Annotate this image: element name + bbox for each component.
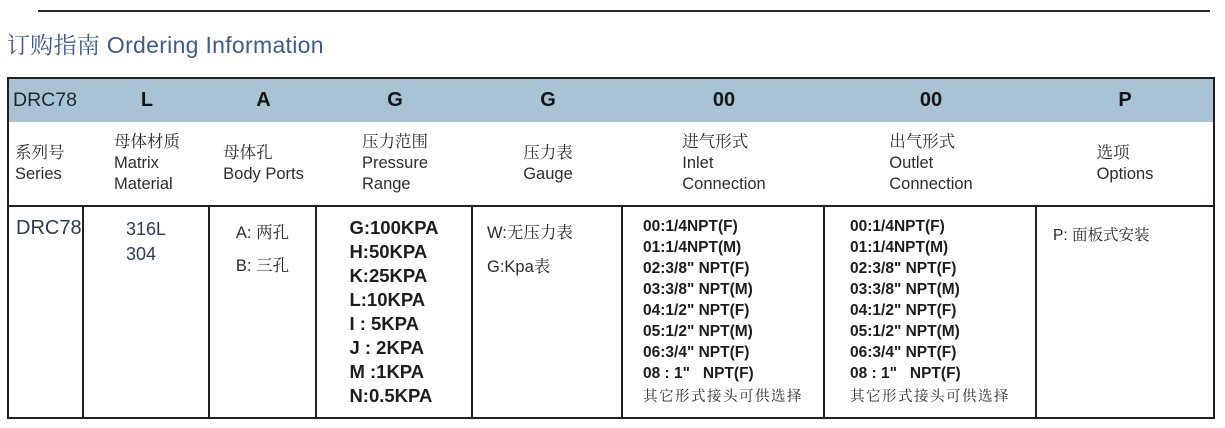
header-line: Outlet xyxy=(889,154,934,172)
value-cell-series xyxy=(9,207,84,417)
pressure-option: L:10KPA xyxy=(349,289,426,310)
header-line: 出气形式 xyxy=(889,133,956,151)
outlet-option: 04:1/2" NPT(F) xyxy=(850,302,957,319)
value-cell-options xyxy=(1037,207,1213,417)
code-cell-series: DRC78 xyxy=(13,89,77,111)
code-cell-pressure-range: G xyxy=(387,89,403,111)
inlet-option: 02:3/8" NPT(F) xyxy=(643,260,750,277)
code-cell-body-ports: A xyxy=(256,89,271,111)
value-cell-matrix xyxy=(84,207,210,417)
outlet-option: 08 : 1" NPT(F) xyxy=(850,365,961,382)
body-ports-option: B: 三孔 xyxy=(235,257,290,275)
header-line: Body Ports xyxy=(223,164,304,183)
header-line: Matrix xyxy=(114,154,159,172)
outlet-note: 其它形式接头可供选择 xyxy=(850,389,1010,405)
inlet-option: 01:1/4NPT(M) xyxy=(643,239,742,256)
code-cell-gauge: G xyxy=(540,89,556,111)
pressure-option: N:0.5KPA xyxy=(349,385,433,406)
header-cell-pressure-range xyxy=(317,122,473,205)
inlet-option: 04:1/2" NPT(F) xyxy=(643,302,750,319)
matrix-option: 316L xyxy=(125,219,167,239)
header-line: Options xyxy=(1096,164,1154,183)
inlet-option: 08 : 1" NPT(F) xyxy=(643,365,754,382)
header-line: Range xyxy=(361,175,411,193)
code-cell-options: P xyxy=(1118,89,1132,111)
inlet-note: 其它形式接头可供选择 xyxy=(643,389,803,405)
header-row xyxy=(9,122,1213,207)
header-line: Gauge xyxy=(523,164,573,183)
code-cell-outlet: 00 xyxy=(919,89,943,111)
header-cell-gauge xyxy=(473,122,623,205)
page-title: 订购指南 Ordering Information xyxy=(7,32,324,58)
header-line: 进气形式 xyxy=(682,133,749,151)
inlet-option: 05:1/2" NPT(M) xyxy=(643,323,753,340)
header-line: Series xyxy=(15,164,62,183)
header-line: Material xyxy=(114,175,173,193)
outlet-option: 06:3/4" NPT(F) xyxy=(850,344,957,361)
pressure-option: G:100KPA xyxy=(349,217,439,238)
header-cell-outlet xyxy=(825,122,1037,205)
header-line: 选项 xyxy=(1096,143,1130,162)
outlet-option: 00:1/4NPT(F) xyxy=(850,218,945,235)
pressure-option: H:50KPA xyxy=(349,241,428,262)
code-cell-inlet: 00 xyxy=(712,89,736,111)
page-top-rule xyxy=(38,10,1210,12)
value-cell-pressure-range xyxy=(317,207,473,417)
pressure-option: I : 5KPA xyxy=(349,313,419,334)
outlet-option: 05:1/2" NPT(M) xyxy=(850,323,960,340)
matrix-option: 304 xyxy=(125,244,157,264)
header-line: Connection xyxy=(682,175,766,193)
header-line: 母体孔 xyxy=(223,143,273,162)
pressure-option: M :1KPA xyxy=(349,361,425,382)
body-ports-option: A: 两孔 xyxy=(235,224,290,242)
inlet-option: 06:3/4" NPT(F) xyxy=(643,344,750,361)
header-line: Inlet xyxy=(682,154,714,172)
header-cell-inlet xyxy=(623,122,825,205)
header-line: 系列号 xyxy=(15,143,65,162)
header-line: Pressure xyxy=(361,154,429,172)
header-line: Connection xyxy=(889,175,973,193)
header-cell-options xyxy=(1037,122,1213,205)
series-value: DRC78 xyxy=(16,217,82,239)
code-cell-matrix: L xyxy=(140,89,154,111)
gauge-option: G:Kpa表 xyxy=(487,258,551,276)
header-cell-body-ports xyxy=(210,122,317,205)
pressure-option: K:25KPA xyxy=(349,265,428,286)
inlet-option: 00:1/4NPT(F) xyxy=(643,218,738,235)
options-option: P: 面板式安装 xyxy=(1053,227,1150,244)
pressure-option: J : 2KPA xyxy=(349,337,425,358)
header-line: 母体材质 xyxy=(114,133,180,151)
header-cell-series xyxy=(9,122,84,205)
body-row xyxy=(9,207,1213,417)
outlet-option: 03:3/8" NPT(M) xyxy=(850,281,960,298)
inlet-option: 03:3/8" NPT(M) xyxy=(643,281,753,298)
value-cell-body-ports xyxy=(210,207,317,417)
value-cell-outlet xyxy=(825,207,1037,417)
outlet-option: 02:3/8" NPT(F) xyxy=(850,260,957,277)
gauge-option: W:无压力表 xyxy=(487,224,573,242)
ordering-table xyxy=(7,77,1215,419)
code-row xyxy=(9,79,1213,122)
header-cell-matrix xyxy=(84,122,210,205)
outlet-option: 01:1/4NPT(M) xyxy=(850,239,949,256)
value-cell-inlet xyxy=(623,207,825,417)
header-line: 压力表 xyxy=(523,143,573,162)
value-cell-gauge xyxy=(473,207,623,417)
header-line: 压力范围 xyxy=(361,133,428,151)
